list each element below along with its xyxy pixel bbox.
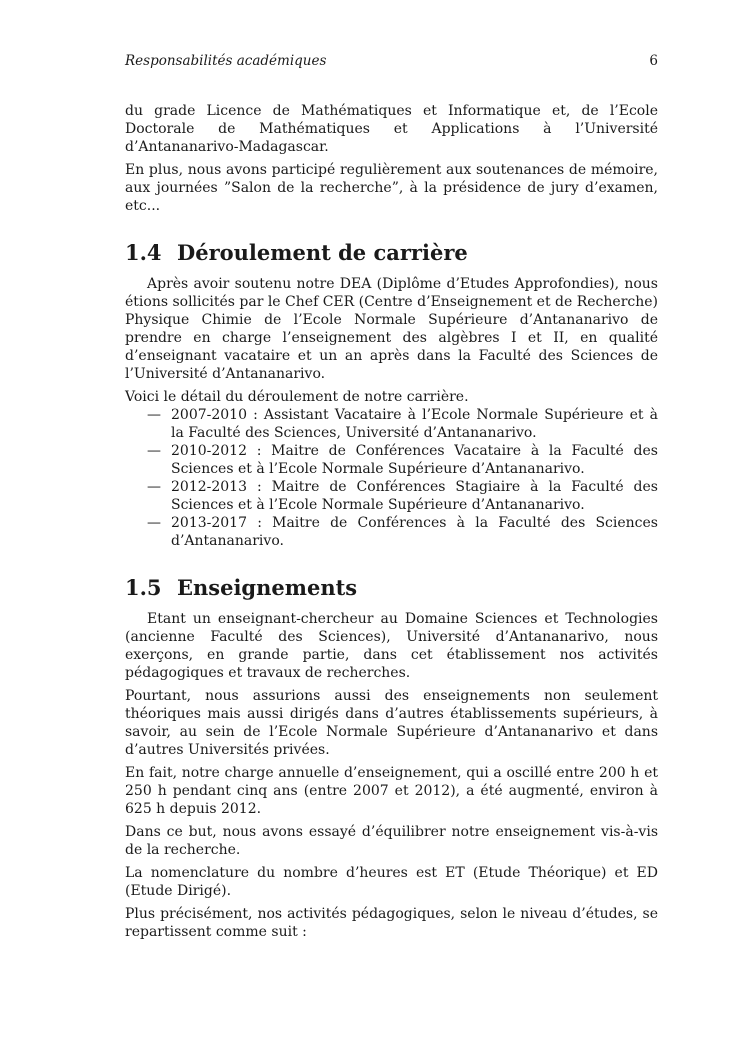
page-number: 6 (649, 53, 658, 69)
list-item (147, 406, 658, 442)
teaching-paragraph-6: Plus précisément, nos activités pédagogiques, selon le niveau d’études, se repartissent comme suit : (125, 906, 658, 940)
list-item (147, 514, 658, 550)
section-heading-career (125, 241, 658, 265)
section-number: 1.4 (125, 240, 162, 265)
list-item (147, 478, 658, 514)
intro-paragraph-2: En plus, nous avons participé regulièrement aux soutenances de mémoire, aux journées ”Salon de la recherche”, à la présidence de jury d’examen, etc... (125, 162, 658, 214)
teaching-paragraph-3: En fait, notre charge annuelle d’enseignement, qui a oscillé entre 200 h et 250 h pendant cinq ans (entre 2007 et 2012), a été augmenté, environ à 625 h depuis 2012. (125, 765, 658, 817)
running-header (125, 52, 658, 74)
teaching-paragraph-5: La nomenclature du nombre d’heures est ET (Etude Théorique) et ED (Etude Dirigé). (125, 865, 658, 899)
dash-bullet: — (147, 515, 161, 531)
section-title: Enseignements (177, 575, 358, 600)
career-paragraph-2: Voici le détail du déroulement de notre carrière. (125, 389, 469, 405)
career-list (147, 406, 658, 550)
section-number: 1.5 (125, 575, 162, 600)
teaching-paragraph-1: Etant un enseignant-chercheur au Domaine Sciences et Technologies (ancienne Faculté des Sciences), Université d’Antananarivo, nous exerçons, en grande partie, dans cet établissement nos activités pédagogiques et travaux de recherches. (125, 611, 658, 681)
intro-paragraph-1: du grade Licence de Mathématiques et Informatique et, de l’Ecole Doctorale de Mathématiques et Applications à l’Université d’Antananarivo-Madagascar. (125, 103, 658, 155)
list-item-text: 2007-2010 : Assistant Vacataire à l’Ecole Normale Supérieure et à la Faculté des Sciences, Université d’Antananarivo. (171, 407, 658, 441)
dash-bullet: — (147, 407, 161, 423)
document-page (125, 52, 658, 946)
career-paragraph-1: Après avoir soutenu notre DEA (Diplôme d’Etudes Approfondies), nous étions sollicités par le Chef CER (Centre d’Enseignement et de Recherche) Physique Chimie de l’Ecole Normale Supérieure d’Antananarivo de prendre en charge l’enseignement des algèbres I et II, en qualité d’enseignant vacataire et un an après dans la Faculté des Sciences de l’Université d’Antananarivo. (125, 276, 658, 382)
teaching-paragraph-2: Pourtant, nous assurions aussi des enseignements non seulement théoriques mais aussi dirigés dans d’autres établissements supérieurs, à savoir, au sein de l’Ecole Normale Supérieure d’Antananarivo et dans d’autres Universités privées. (125, 688, 658, 758)
list-item-text: 2013-2017 : Maitre de Conférences à la Faculté des Sciences d’Antananarivo. (171, 515, 658, 549)
teaching-paragraph-4: Dans ce but, nous avons essayé d’équilibrer notre enseignement vis-à-vis de la recherche. (125, 824, 658, 858)
running-title: Responsabilités académiques (125, 53, 327, 69)
list-item-text: 2010-2012 : Maitre de Conférences Vacataire à la Faculté des Sciences et à l’Ecole Normale Supérieure d’Antananarivo. (171, 443, 658, 477)
dash-bullet: — (147, 479, 161, 495)
section-heading-teaching (125, 576, 658, 600)
list-item-text: 2012-2013 : Maitre de Conférences Stagiaire à la Faculté des Sciences et à l’Ecole Normale Supérieure d’Antananarivo. (171, 479, 658, 513)
section-title: Déroulement de carrière (177, 240, 468, 265)
list-item (147, 442, 658, 478)
dash-bullet: — (147, 443, 161, 459)
